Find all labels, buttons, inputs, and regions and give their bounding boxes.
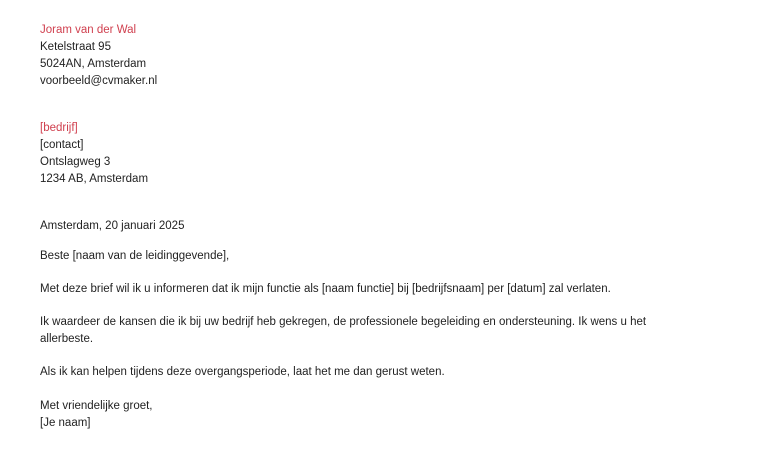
- recipient-contact: [contact]: [40, 139, 84, 151]
- sender-city: 5024AN, Amsterdam: [40, 58, 147, 70]
- body-paragraph: Ik waardeer de kansen die ik bij uw bedrijf heb gekregen, de professionele begeleiding en ondersteuning. Ik wens u het allerbeste.: [40, 316, 647, 345]
- body-paragraph: Als ik kan helpen tijdens deze overgangsperiode, laat het me dan gerust weten.: [40, 366, 445, 378]
- date-text: Amsterdam, 20 januari 2025: [40, 220, 185, 232]
- letter-page: [40, 22, 680, 432]
- salutation: Beste [naam van de leidinggevende],: [40, 250, 230, 262]
- recipient-address-block: [40, 120, 680, 188]
- sender-email: voorbeeld@cvmaker.nl: [40, 75, 158, 87]
- recipient-company: [bedrijf]: [40, 122, 78, 134]
- recipient-street: Ontslagweg 3: [40, 156, 111, 168]
- sender-street: Ketelstraat 95: [40, 41, 111, 53]
- date-line: [40, 218, 680, 235]
- sender-name: Joram van der Wal: [40, 24, 137, 36]
- body-paragraph: Met deze brief wil ik u informeren dat ik mijn functie als [naam functie] bij [bedrijfsnaam] per [datum] zal verlaten.: [40, 283, 611, 295]
- sender-address-block: [40, 22, 680, 90]
- closing-name: [Je naam]: [40, 417, 91, 429]
- closing-block: [40, 398, 680, 432]
- recipient-city: 1234 AB, Amsterdam: [40, 173, 149, 185]
- closing-greeting: Met vriendelijke groet,: [40, 400, 153, 412]
